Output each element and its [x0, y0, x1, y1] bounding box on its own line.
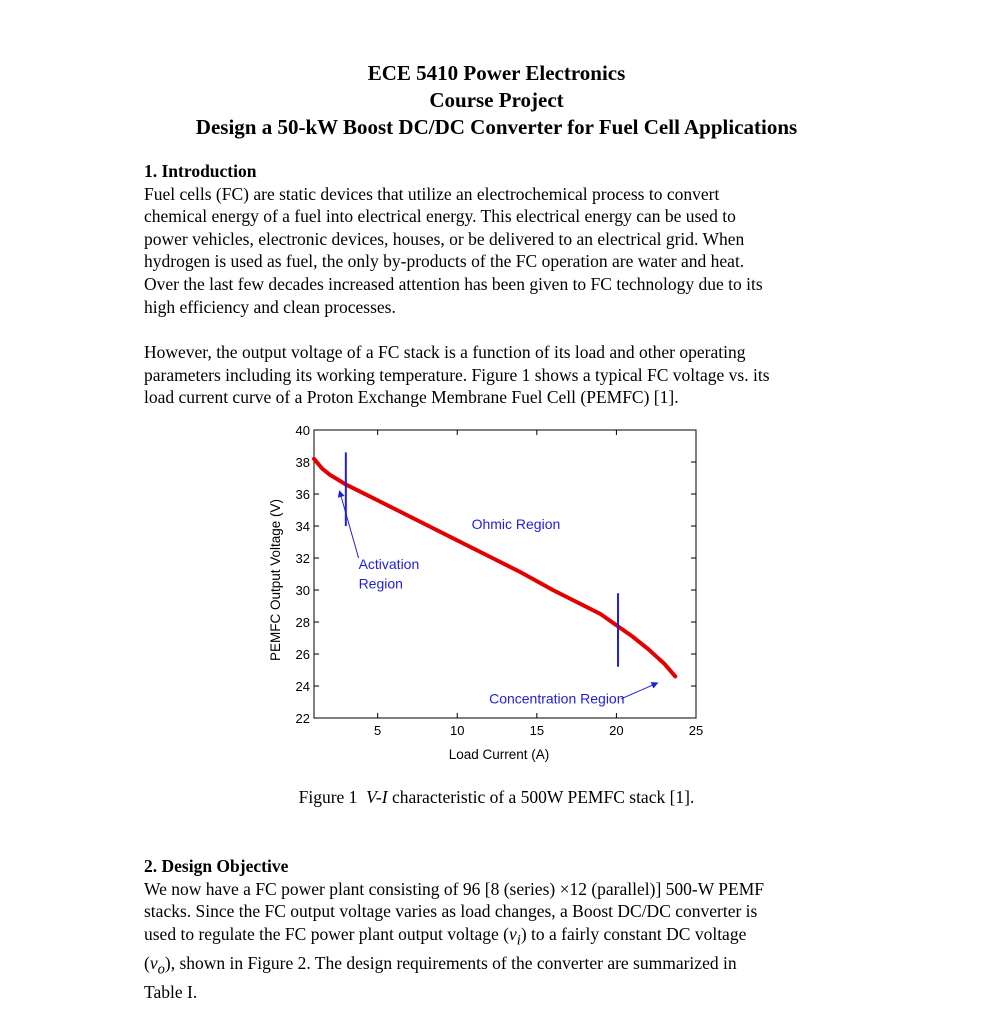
objective-text: ), shown in Figure 2. The design requirements of the converter are summarized in	[164, 952, 737, 973]
region-annotation: Ohmic Region	[471, 516, 561, 533]
vi-characteristic-figure	[260, 420, 720, 775]
figure-caption	[0, 787, 993, 808]
x-tick-label: 15	[529, 723, 545, 738]
subscript-o: o	[157, 961, 165, 978]
project-subtitle: Course Project	[429, 88, 564, 112]
introduction-heading: 1. Introduction	[144, 161, 257, 181]
y-tick-label: 34	[295, 519, 310, 534]
vi-chart	[260, 420, 720, 775]
objective-line	[144, 952, 844, 981]
intro-p1-line: chemical energy of a fuel into electrical energy. This electrical energy can be used to	[144, 206, 736, 227]
y-tick-label: 28	[295, 615, 310, 630]
design-objective-heading: 2. Design Objective	[144, 856, 289, 876]
intro-p1-line: Fuel cells (FC) are static devices that utilize an electrochemical process to convert	[144, 183, 720, 204]
intro-p2-line: However, the output voltage of a FC stack is a function of its load and other operating	[144, 342, 746, 362]
region-annotation: Concentration Region	[489, 690, 625, 707]
y-tick-label: 38	[295, 455, 310, 470]
project-title: Design a 50-kW Boost DC/DC Converter for Fuel Cell Applications	[195, 115, 798, 139]
document-header	[0, 60, 993, 141]
caption-prefix: Figure 1	[298, 787, 367, 807]
intro-p1-line: hydrogen is used as fuel, the only by-products of the FC operation are water and heat.	[144, 251, 745, 272]
variable-v: v	[149, 952, 158, 973]
x-tick-label: 20	[609, 723, 624, 738]
intro-p1-line: high efficiency and clean processes.	[144, 296, 396, 317]
course-title: ECE 5410 Power Electronics	[367, 61, 626, 85]
design-objective-section	[144, 855, 844, 1004]
introduction-paragraph-1	[144, 183, 844, 319]
y-tick-label: 36	[295, 487, 310, 502]
y-tick-label: 26	[295, 647, 310, 662]
objective-line: stacks. Since the FC output voltage varies as load changes, a Boost DC/DC converter is	[144, 901, 758, 922]
intro-p1-line: Over the last few decades increased attention has been given to FC technology due to its	[144, 273, 763, 294]
region-annotation: Activation	[358, 556, 420, 573]
y-tick-label: 30	[295, 583, 310, 598]
objective-line	[144, 923, 844, 952]
objective-text: (	[144, 952, 150, 973]
annotation-arrow	[621, 683, 658, 699]
y-tick-label: 22	[295, 711, 310, 726]
annotation-arrow	[339, 491, 358, 558]
caption-italic: V-I	[366, 787, 388, 807]
objective-text: ) to a fairly constant DC voltage	[520, 923, 747, 944]
y-tick-label: 32	[295, 551, 310, 566]
x-tick-label: 5	[374, 723, 382, 738]
objective-line: We now have a FC power plant consisting of 96 [8 (series) ×12 (parallel)] 500-W PEMF	[144, 878, 765, 899]
y-axis-label: PEMFC Output Voltage (V)	[268, 498, 283, 662]
y-tick-label: 24	[295, 679, 310, 694]
x-tick-label: 10	[450, 723, 465, 738]
x-tick-label: 25	[688, 723, 704, 738]
plot-frame	[314, 430, 696, 718]
introduction-section	[144, 160, 844, 318]
intro-p1-line: power vehicles, electronic devices, houses, or be delivered to an electrical grid. When	[144, 228, 745, 249]
variable-v: v	[509, 923, 517, 944]
caption-suffix: characteristic of a 500W PEMFC stack [1].	[387, 787, 695, 807]
y-tick-label: 40	[295, 423, 310, 438]
objective-line: Table I.	[144, 981, 198, 1002]
subscript-i: i	[516, 932, 521, 949]
x-axis-label: Load Current (A)	[448, 747, 550, 762]
region-annotation: Region	[358, 575, 403, 592]
intro-p2-line: load current curve of a Proton Exchange Membrane Fuel Cell (PEMFC) [1].	[144, 387, 679, 408]
objective-text: used to regulate the FC power plant output voltage (	[144, 923, 509, 944]
intro-p2-line: parameters including its working temperature. Figure 1 shows a typical FC voltage vs. its	[144, 364, 770, 385]
introduction-paragraph-2	[144, 341, 844, 409]
